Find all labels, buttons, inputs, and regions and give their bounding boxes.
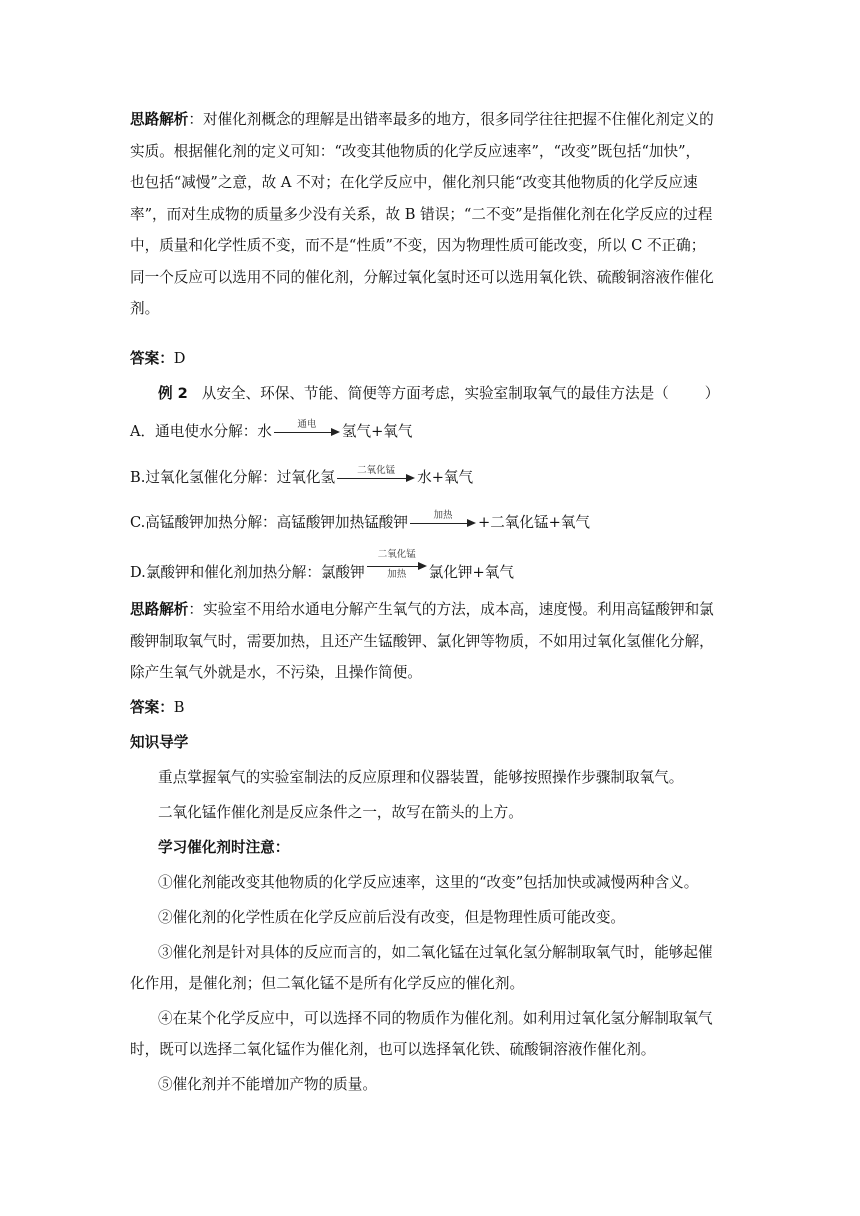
analysis-1-line: 剂。 — [130, 300, 160, 317]
analysis-1-line: 也包括“减慢”之意，故 A 不对；在化学反应中，催化剂只能“改变其他物质的化学反应速 — [130, 174, 698, 191]
analysis-1-line: 思路解析：对催化剂概念的理解是出错率最多的地方，很多同学往往把握不住催化剂定义的 — [130, 111, 714, 128]
analysis-2 — [130, 594, 730, 689]
note-item-continued: 化作用，是催化剂；但二氧化锰不是所有化学反应的催化剂。 — [130, 975, 525, 992]
option-a: A．通电使水分解：水 通电 氢气+氧气 — [130, 420, 413, 444]
note-item: ③催化剂是针对具体的反应而言的，如二氧化锰在过氧化氢分解制取氧气时，能够起催 — [158, 944, 713, 961]
note-item-continued: 时，既可以选择二氧化锰作为催化剂，也可以选择氧化铁、硫酸铜溶液作催化剂。 — [130, 1041, 656, 1058]
answer-label: 答案： — [130, 699, 174, 716]
analysis-2-line: 思路解析：实验室不用给水通电分解产生氧气的方法，成本高，速度慢。利用高锰酸钾和氯 — [130, 601, 714, 618]
note-item: ①催化剂能改变其他物质的化学反应速率，这里的“改变”包括加快或减慢两种含义。 — [158, 874, 699, 891]
answer-value: D — [173, 350, 186, 367]
answer-2 — [130, 696, 185, 717]
option-d: D.氯酸钾和催化剂加热分解：氯酸钾 二氧化锰 加热 氯化钾+氧气 — [130, 558, 514, 588]
reaction-arrow: 加热 — [410, 511, 476, 535]
note-item: ④在某个化学反应中，可以选择不同的物质作为催化剂。如利用过氧化氢分解制取氧气 — [158, 1010, 713, 1027]
analysis-1-line: 同一个反应可以选用不同的催化剂，分解过氧化氢时还可以选用氧化铁、硫酸铜溶液作催化 — [130, 268, 714, 286]
note-heading: 学习催化剂时注意： — [158, 839, 290, 856]
analysis-2-line: 除产生氧气外就是水，不污染，且操作简便。 — [130, 664, 422, 681]
guide-paragraph: 二氧化锰作催化剂是反应条件之一，故写在箭头的上方。 — [158, 804, 523, 821]
analysis-1-line: 实质。根据催化剂的定义可知：“改变其他物质的化学反应速率”，“改变”既包括“加快”， — [130, 142, 701, 160]
analysis-label: 思路解析 — [130, 601, 189, 618]
answer-label: 答案： — [130, 350, 174, 367]
example-label: 例 2 — [158, 385, 188, 402]
analysis-1 — [130, 104, 730, 325]
reaction-arrow: 通电 — [274, 420, 340, 444]
analysis-2-line: 酸钾制取氧气时，需要加热，且还产生锰酸钾、氯化钾等物质，不如用过氧化氢催化分解， — [130, 632, 714, 650]
guide-heading: 知识导学 — [130, 734, 189, 751]
reaction-arrow: 二氧化锰 — [337, 466, 415, 490]
reaction-arrow: 二氧化锰 加热 — [367, 558, 427, 588]
option-c: C.高锰酸钾加热分解：高锰酸钾加热锰酸钾 加热 +二氧化锰+氧气 — [130, 511, 590, 535]
analysis-1-line: 率”，而对生成物的质量多少没有关系，故 B 错误；“二不变”是指催化剂在化学反应的过程 — [130, 205, 713, 223]
guide-paragraph: 重点掌握氧气的实验室制法的反应原理和仪器装置，能够按照操作步骤制取氧气。 — [158, 769, 684, 786]
option-b: B.过氧化氢催化分解：过氧化氢 二氧化锰 水+氧气 — [130, 466, 473, 490]
note-item: ⑤催化剂并不能增加产物的质量。 — [158, 1076, 377, 1093]
answer-1 — [130, 347, 186, 368]
example-2-question: 例 2 从安全、环保、节能、简便等方面考虑，实验室制取氧气的最佳方法是（ ） — [158, 385, 720, 402]
note-item: ②催化剂的化学性质在化学反应前后没有改变，但是物理性质可能改变。 — [158, 909, 626, 926]
analysis-1-line: 中，质量和化学性质不变，而不是“性质”不变，因为物理性质可能改变，所以 C 不正确； — [130, 237, 706, 254]
answer-value: B — [173, 699, 185, 716]
analysis-label: 思路解析 — [130, 111, 189, 128]
